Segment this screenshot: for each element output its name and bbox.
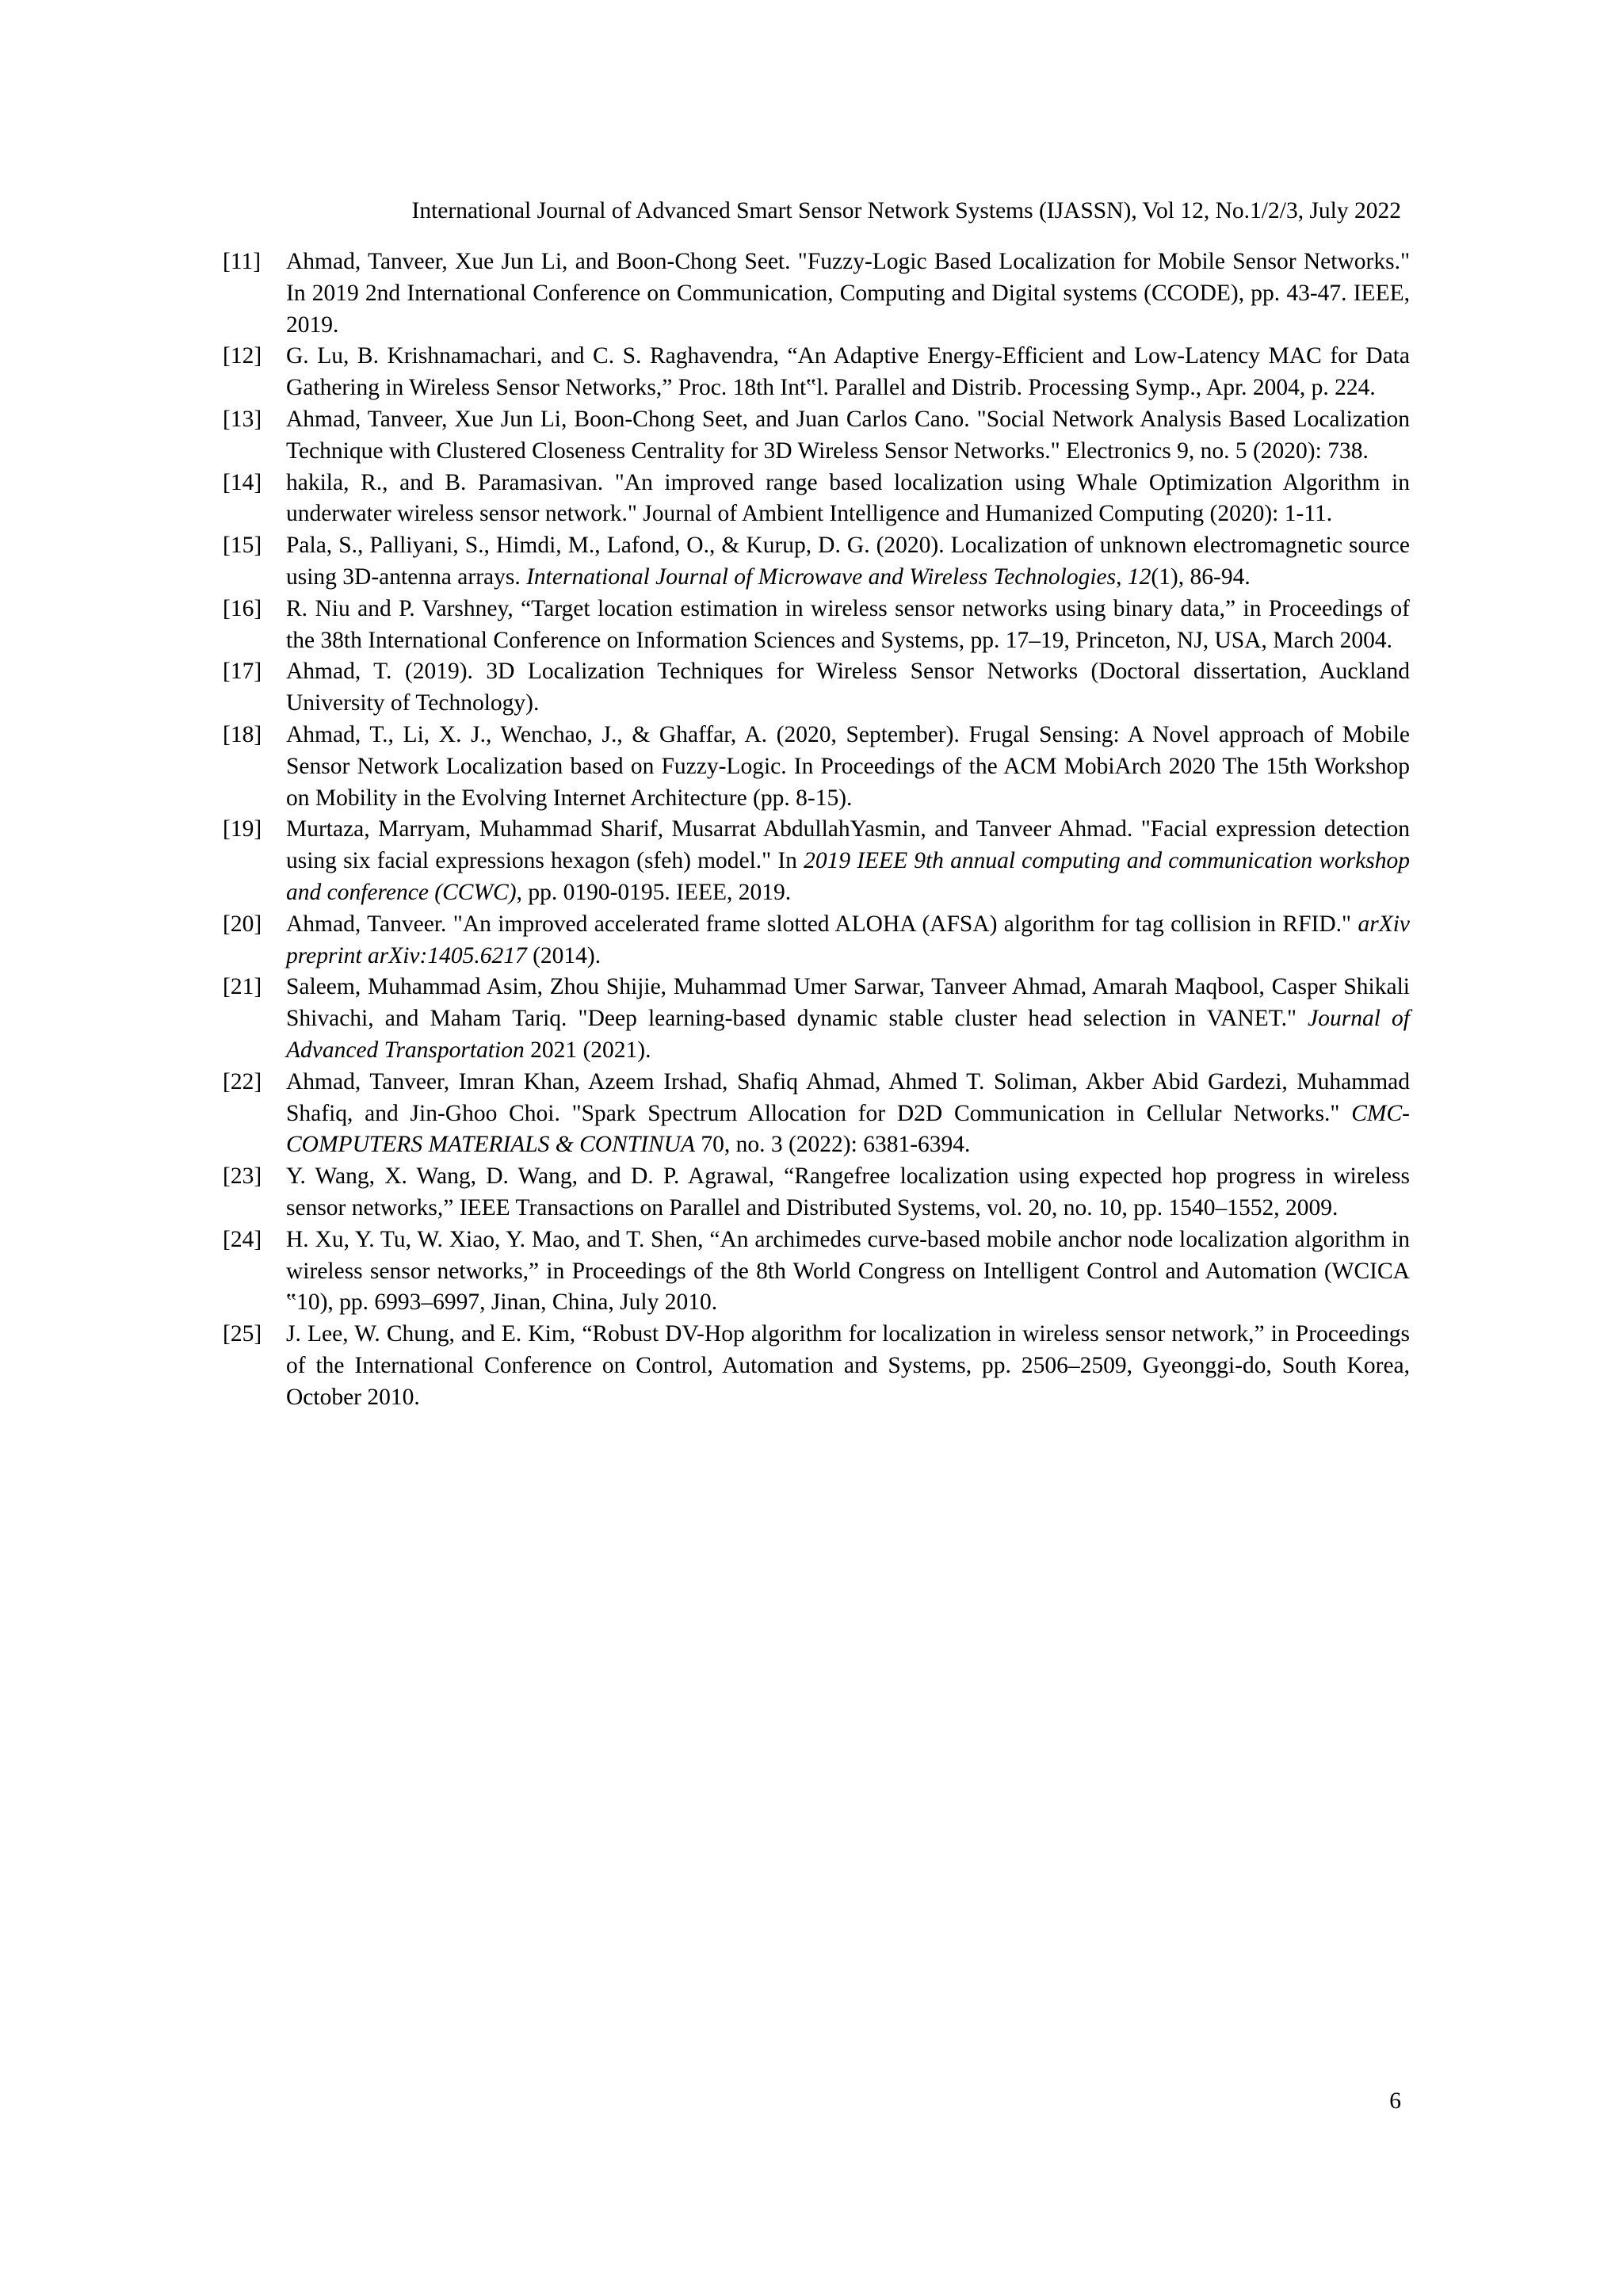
reference-number: [20] [223, 911, 262, 937]
reference-number: [14] [223, 469, 262, 495]
reference-segment: Ahmad, T., Li, X. J., Wenchao, J., & Ghaffar, A. (2020, September). Frugal Sensing: A Novel approach of Mobile Sensor Network Localization based on Fuzzy-Logic. In Proceedings of the ACM MobiArch 2020 The 15th Workshop on Mobility in the Evolving Internet Architecture (pp. 8-15). [286, 721, 1410, 811]
reference-text [286, 596, 1410, 653]
reference-segment: Ahmad, T. (2019). 3D Localization Techniques for Wireless Sensor Networks (Doctoral dissertation, Auckland University of Technology). [286, 659, 1410, 716]
page-number: 6 [1389, 2088, 1401, 2114]
reference-text [286, 911, 1410, 968]
reference-number: [19] [223, 816, 262, 842]
reference-segment: 2021 (2021). [524, 1037, 651, 1063]
reference-italic-segment: 2019 IEEE 9th annual computing and communication workshop and conference (CCWC) [286, 848, 1410, 905]
reference-italic-segment: International Journal of Microwave and Wireless Technologies [526, 563, 1117, 590]
reference-segment: 70, no. 3 (2022): 6381-6394. [694, 1132, 971, 1158]
reference-text [286, 1227, 1410, 1316]
reference-item [223, 246, 1410, 341]
reference-number: [13] [223, 406, 262, 432]
reference-text [286, 1069, 1410, 1158]
reference-item [223, 1319, 1410, 1413]
reference-item [223, 404, 1410, 468]
reference-item [223, 594, 1410, 657]
reference-segment: Murtaza, Marryam, Muhammad Sharif, Musarrat AbdullahYasmin, and Tanveer Ahmad. "Facial expression detection using six facial expressions hexagon (sfeh) model." In [286, 816, 1410, 874]
reference-text [286, 1163, 1410, 1221]
reference-text [286, 1321, 1410, 1410]
reference-segment: Ahmad, Tanveer. "An improved accelerated frame slotted ALOHA (AFSA) algorithm for tag collision in RFID." [286, 911, 1358, 937]
reference-segment: H. Xu, Y. Tu, W. Xiao, Y. Mao, and T. Shen, “An archimedes curve-based mobile anchor node localization algorithm in wireless sensor networks,” in Proceedings of the 8th World Congress on Intelligent Control and Automation (WCICA ‟10), pp. 6993–6997, Jinan, China, July 2010. [286, 1226, 1410, 1316]
reference-number: [23] [223, 1163, 262, 1190]
reference-item [223, 814, 1410, 908]
reference-number: [22] [223, 1068, 262, 1095]
reference-segment: Y. Wang, X. Wang, D. Wang, and D. P. Agrawal, “Rangefree localization using expected hop progress in wireless sensor networks,” IEEE Transactions on Parallel and Distributed Systems, vol. 20, no. 10, pp. 1540–1552, 2009. [286, 1163, 1410, 1221]
reference-text [286, 249, 1410, 338]
reference-item [223, 972, 1410, 1066]
reference-number: [16] [223, 595, 262, 621]
reference-item [223, 1161, 1410, 1224]
reference-text [286, 533, 1410, 590]
reference-segment: J. Lee, W. Chung, and E. Kim, “Robust DV-Hop algorithm for localization in wireless sensor network,” in Proceedings of the International Conference on Control, Automation and Systems, pp. 2506–2509, Gyeonggi-do, South Korea, October 2010. [286, 1321, 1410, 1410]
reference-list [223, 246, 1410, 1413]
reference-segment: , [1116, 563, 1128, 590]
reference-italic-segment: Journal of Advanced Transportation [286, 1006, 1411, 1063]
reference-segment: (2014). [526, 942, 601, 968]
reference-segment: Ahmad, Tanveer, Xue Jun Li, Boon-Chong Seet, and Juan Carlos Cano. "Social Network Analysis Based Localization Technique with Clustered Closeness Centrality for 3D Wireless Sensor Networks." Electronics 9, no. 5 (2020): 738. [286, 406, 1410, 464]
reference-number: [21] [223, 974, 262, 1000]
reference-text [286, 816, 1410, 905]
reference-segment: Saleem, Muhammad Asim, Zhou Shijie, Muhammad Umer Sarwar, Tanveer Ahmad, Amarah Maqbool, Casper Shikali Shivachi, and Maham Tariq. "Deep learning-based dynamic stable cluster head selection in VANET." [286, 974, 1410, 1032]
running-header: International Journal of Advanced Smart Sensor Network Systems (IJASSN), Vol 12, No.1/2/3, July 2022 [411, 198, 1401, 223]
reference-segment: R. Niu and P. Varshney, “Target location estimation in wireless sensor networks using binary data,” in Proceedings of the 38th International Conference on Information Sciences and Systems, pp. 17–19, Princeton, NJ, USA, March 2004. [286, 595, 1410, 653]
reference-text [286, 659, 1410, 716]
reference-segment: hakila, R., and B. Paramasivan. "An improved range based localization using Whale Optimization Algorithm in underwater wireless sensor network." Journal of Ambient Intelligence and Humanized Computing (2020): 1-11. [286, 469, 1410, 527]
reference-text [286, 470, 1410, 527]
reference-number: [12] [223, 343, 262, 369]
reference-text [286, 343, 1410, 400]
reference-italic-segment: arXiv preprint arXiv:1405.6217 [286, 911, 1410, 968]
reference-number: [17] [223, 659, 262, 685]
reference-number: [24] [223, 1226, 262, 1252]
reference-item [223, 656, 1410, 720]
reference-number: [15] [223, 533, 262, 559]
reference-italic-segment: 12 [1127, 563, 1151, 590]
reference-text [286, 407, 1410, 464]
reference-number: [18] [223, 721, 262, 747]
reference-italic-segment: CMC-COMPUTERS MATERIALS & CONTINUA [286, 1100, 1410, 1158]
reference-item [223, 468, 1410, 531]
reference-segment: Ahmad, Tanveer, Xue Jun Li, and Boon-Chong Seet. "Fuzzy-Logic Based Localization for Mobile Sensor Networks." In 2019 2nd International Conference on Communication, Computing and Digital systems (CCODE), pp. 43-47. IEEE, 2019. [286, 249, 1410, 338]
reference-segment: Pala, S., Palliyani, S., Himdi, M., Lafond, O., & Kurup, D. G. (2020). Localization of unknown electromagnetic source using 3D-antenna arrays. [286, 533, 1410, 590]
reference-segment: , pp. 0190-0195. IEEE, 2019. [516, 879, 792, 905]
reference-text [286, 974, 1410, 1063]
reference-number: [25] [223, 1321, 262, 1347]
reference-item [223, 341, 1410, 404]
reference-item [223, 720, 1410, 814]
reference-number: [11] [223, 249, 262, 274]
reference-item [223, 909, 1410, 972]
reference-item [223, 1067, 1410, 1161]
reference-segment: G. Lu, B. Krishnamachari, and C. S. Raghavendra, “An Adaptive Energy-Efficient and Low-Latency MAC for Data Gathering in Wireless Sensor Networks,” Proc. 18th Int‟l. Parallel and Distrib. Processing Symp., Apr. 2004, p. 224. [286, 343, 1410, 401]
reference-item [223, 530, 1410, 594]
reference-text [286, 722, 1410, 811]
reference-segment: Ahmad, Tanveer, Imran Khan, Azeem Irshad, Shafiq Ahmad, Ahmed T. Soliman, Akber Abid Gardezi, Muhammad Shafiq, and Jin-Ghoo Choi. "Spark Spectrum Allocation for D2D Communication in Cellular Networks." [286, 1068, 1410, 1126]
reference-segment: (1), 86-94. [1151, 563, 1251, 590]
reference-item [223, 1224, 1410, 1319]
